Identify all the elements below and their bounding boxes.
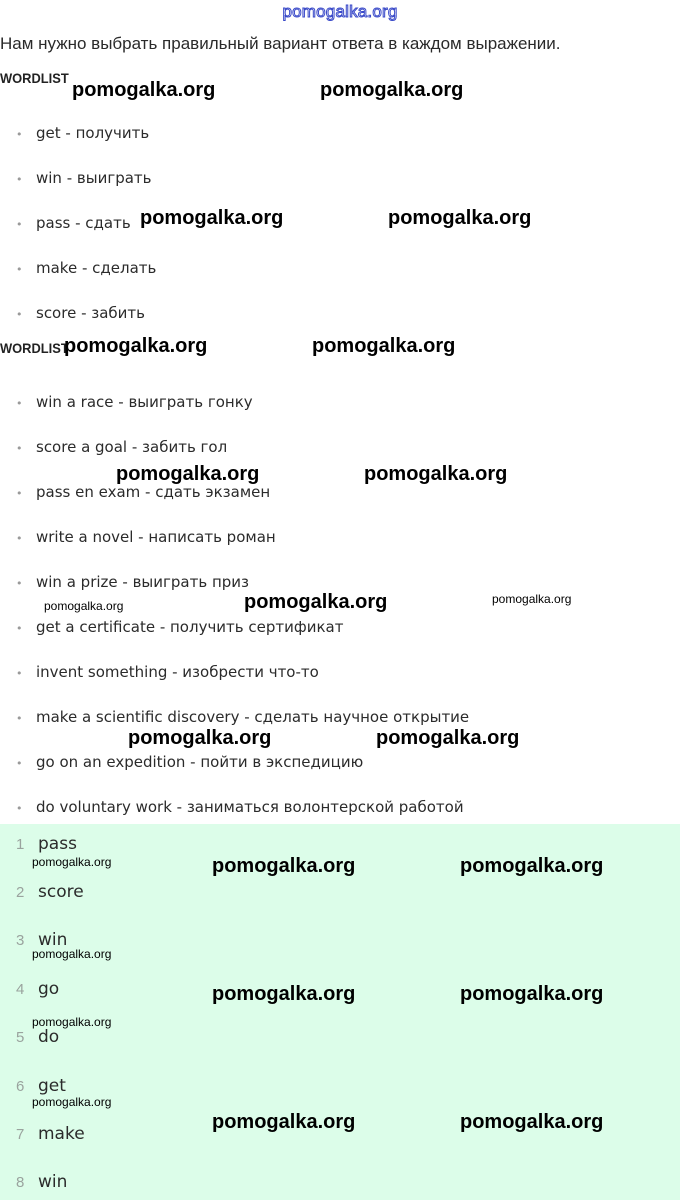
watermark: pomogalka.org xyxy=(460,1111,604,1133)
intro-text: Нам нужно выбрать правильный вариант ответа в каждом выражении. xyxy=(0,34,561,53)
answers-panel xyxy=(0,824,680,1200)
answer-row: 7 make xyxy=(16,1124,85,1144)
watermark: pomogalka.org xyxy=(128,727,272,749)
list-item: • pass en exam - сдать экзамен xyxy=(16,483,271,501)
wordlist-title: WORDLIST xyxy=(0,340,69,356)
watermark: pomogalka.org xyxy=(32,1015,112,1029)
watermark: pomogalka.org xyxy=(312,335,456,357)
list-item: • write a novel - написать роман xyxy=(16,528,276,546)
list-item: • get a certificate - получить сертификат xyxy=(16,618,344,636)
list-item: • make a scientific discovery - сделать научное открытие xyxy=(16,708,470,726)
watermark: pomogalka.org xyxy=(320,79,464,101)
list-item: • win a race - выиграть гонку xyxy=(16,393,253,411)
answer-row: 5 do xyxy=(16,1027,60,1047)
list-item: • do voluntary work - заниматься волонтерской работой xyxy=(16,798,464,816)
list-item: • win - выиграть xyxy=(16,169,152,187)
answer-row: 8 win xyxy=(16,1172,68,1192)
watermark: pomogalka.org xyxy=(388,207,532,229)
watermark: pomogalka.org xyxy=(32,855,112,869)
list-item: • get - получить xyxy=(16,124,150,142)
answer-row: 2 score xyxy=(16,882,84,902)
list-item: • go on an expedition - пойти в экспедицию xyxy=(16,753,364,771)
watermark: pomogalka.org xyxy=(212,1111,356,1133)
watermark: pomogalka.org xyxy=(32,1095,112,1109)
watermark: pomogalka.org xyxy=(492,592,572,606)
watermark: pomogalka.org xyxy=(32,947,112,961)
list-item: • pass - сдать xyxy=(16,214,131,232)
watermark: pomogalka.org xyxy=(212,983,356,1005)
watermark: pomogalka.org xyxy=(212,855,356,877)
answer-row: 3 win xyxy=(16,930,68,950)
list-item: • score - забить xyxy=(16,304,145,322)
list-item: • score a goal - забить гол xyxy=(16,438,228,456)
site-brand: pomogalka.org xyxy=(282,2,398,21)
watermark: pomogalka.org xyxy=(460,855,604,877)
answer-row: 4 go xyxy=(16,979,60,999)
watermark: pomogalka.org xyxy=(364,463,508,485)
list-item: • invent something - изобрести что-то xyxy=(16,663,319,681)
watermark: pomogalka.org xyxy=(140,207,284,229)
watermark: pomogalka.org xyxy=(64,335,208,357)
list-item: • win a prize - выиграть приз xyxy=(16,573,250,591)
wordlist-title: WORDLIST xyxy=(0,70,69,86)
answer-row: 6 get xyxy=(16,1076,66,1096)
watermark: pomogalka.org xyxy=(376,727,520,749)
watermark: pomogalka.org xyxy=(116,463,260,485)
watermark: pomogalka.org xyxy=(460,983,604,1005)
watermark: pomogalka.org xyxy=(244,591,388,613)
watermark: pomogalka.org xyxy=(72,79,216,101)
watermark: pomogalka.org xyxy=(44,599,124,613)
answer-row: 1 pass xyxy=(16,834,77,854)
list-item: • make - сделать xyxy=(16,259,157,277)
